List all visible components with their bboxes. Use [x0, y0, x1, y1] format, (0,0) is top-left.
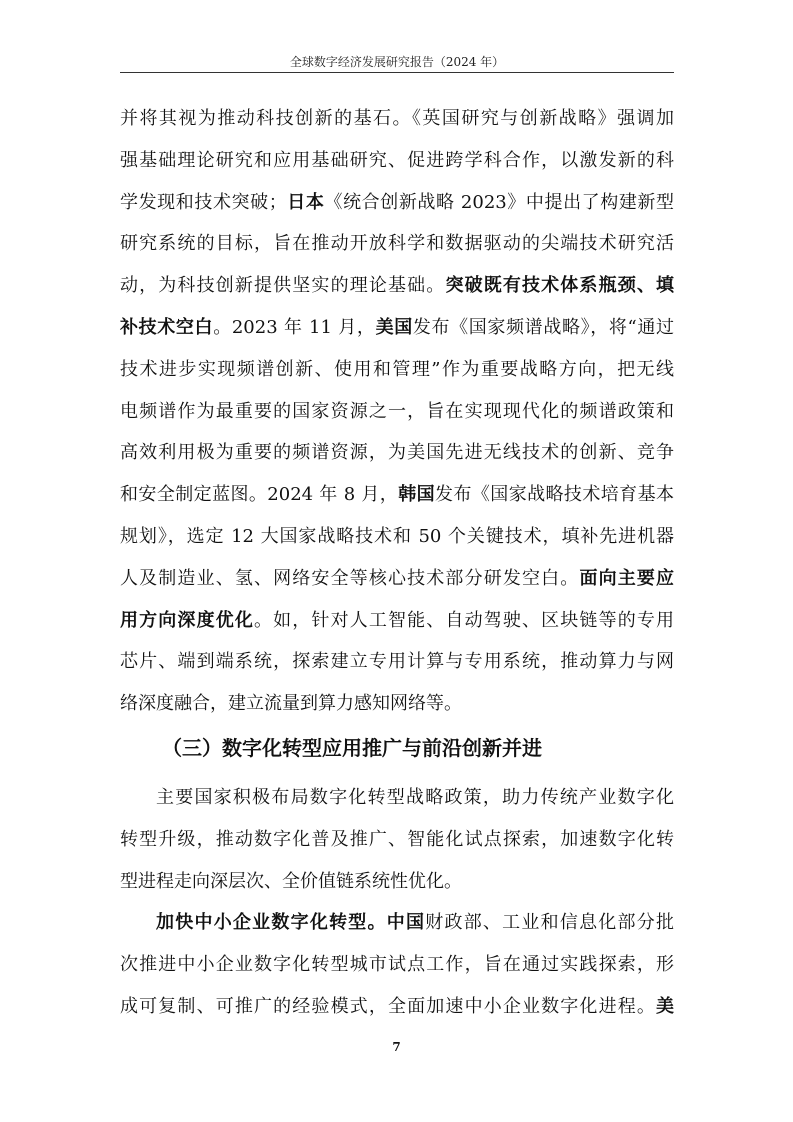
text-run: 《统合创新战略 2023》中提出了构建新型 [324, 191, 675, 213]
text-run: 动，为科技创新提供坚实的理论基础。 [120, 275, 446, 297]
text-run: 财政部、工业和信息化部分批 [425, 912, 675, 934]
text-line: 主要国家积极布局数字化转型战略政策，助力传统产业数字化 [156, 786, 674, 808]
text-line: 强基础理论研究和应用基础研究、促进跨学科合作，以激发新的科 [120, 149, 674, 171]
page-number: 7 [392, 1040, 401, 1054]
header-divider [120, 72, 674, 73]
text-line [120, 265, 674, 307]
text-run: 发布《国家频谱战略》，将“通过 [412, 316, 674, 338]
text-line: 规划》，选定 12 大国家战略技术和 50 个关键技术，填补先进机器 [120, 525, 674, 547]
section-heading: （三）数字化转型应用推广与前沿创新并进 [162, 735, 542, 760]
text-line [120, 600, 674, 642]
text-line: 转型升级，推动数字化普及推广、智能化试点探索，加速数字化转 [120, 828, 674, 850]
country-highlight: 美 [656, 995, 674, 1017]
document-body [120, 98, 674, 1028]
text-run: 成可复制、可推广的经验模式，全面加速中小企业数字化进程。 [120, 995, 656, 1017]
text-line: 络深度融合，建立流量到算力感知网络等。 [120, 693, 462, 715]
country-highlight: 美国 [375, 316, 413, 338]
text-line: 芯片、端到端系统，探索建立专用计算与专用系统，推动算力与网 [120, 651, 674, 673]
text-line: 研究系统的目标，旨在推动开放科学和数据驱动的尖端技术研究活 [120, 233, 674, 255]
text-line: 技术进步实现频谱创新、使用和管理”作为重要战略方向，把无线 [120, 358, 674, 380]
text-run: 发布《国家战略技术培育基本 [435, 484, 675, 506]
text-line: 次推进中小企业数字化转型城市试点工作，旨在通过实践探索，形 [120, 954, 674, 976]
text-line [120, 902, 674, 944]
text-line [120, 558, 674, 600]
text-run: 。如，针对人工智能、自动驾驶、区块链等的专用 [254, 609, 674, 631]
key-point: 面向主要应 [579, 567, 675, 589]
text-line: 高效利用极为重要的频谱资源，为美国先进无线技术的创新、竞争 [120, 442, 674, 464]
key-point: 加快中小企业数字化转型。中国 [156, 912, 426, 934]
text-run: 和安全制定蓝图。2024 年 8 月， [120, 484, 399, 506]
text-line: 电频谱作为最重要的国家资源之一，旨在实现现代化的频谱政策和 [120, 400, 674, 422]
text-line [120, 182, 674, 224]
text-line [120, 986, 674, 1028]
text-line [120, 307, 674, 349]
key-point: 突破既有技术体系瓶颈、填 [445, 275, 675, 297]
text-run: 。2023 年 11 月， [213, 316, 376, 338]
text-run: 人及制造业、氢、网络安全等核心技术部分研发空白。 [120, 567, 580, 589]
country-highlight: 韩国 [398, 484, 436, 506]
key-point: 补技术空白 [120, 316, 214, 338]
text-line: 并将其视为推动科技创新的基石。《英国研究与创新战略》强调加 [120, 108, 674, 129]
text-run: 学发现和技术突破； [120, 191, 287, 213]
text-line [120, 474, 674, 516]
text-line: 型进程走向深层次、全价值链系统性优化。 [120, 870, 462, 892]
key-point: 用方向深度优化 [120, 609, 254, 631]
running-header: 全球数字经济发展研究报告（2024 年） [289, 55, 505, 69]
country-highlight: 日本 [286, 191, 325, 213]
